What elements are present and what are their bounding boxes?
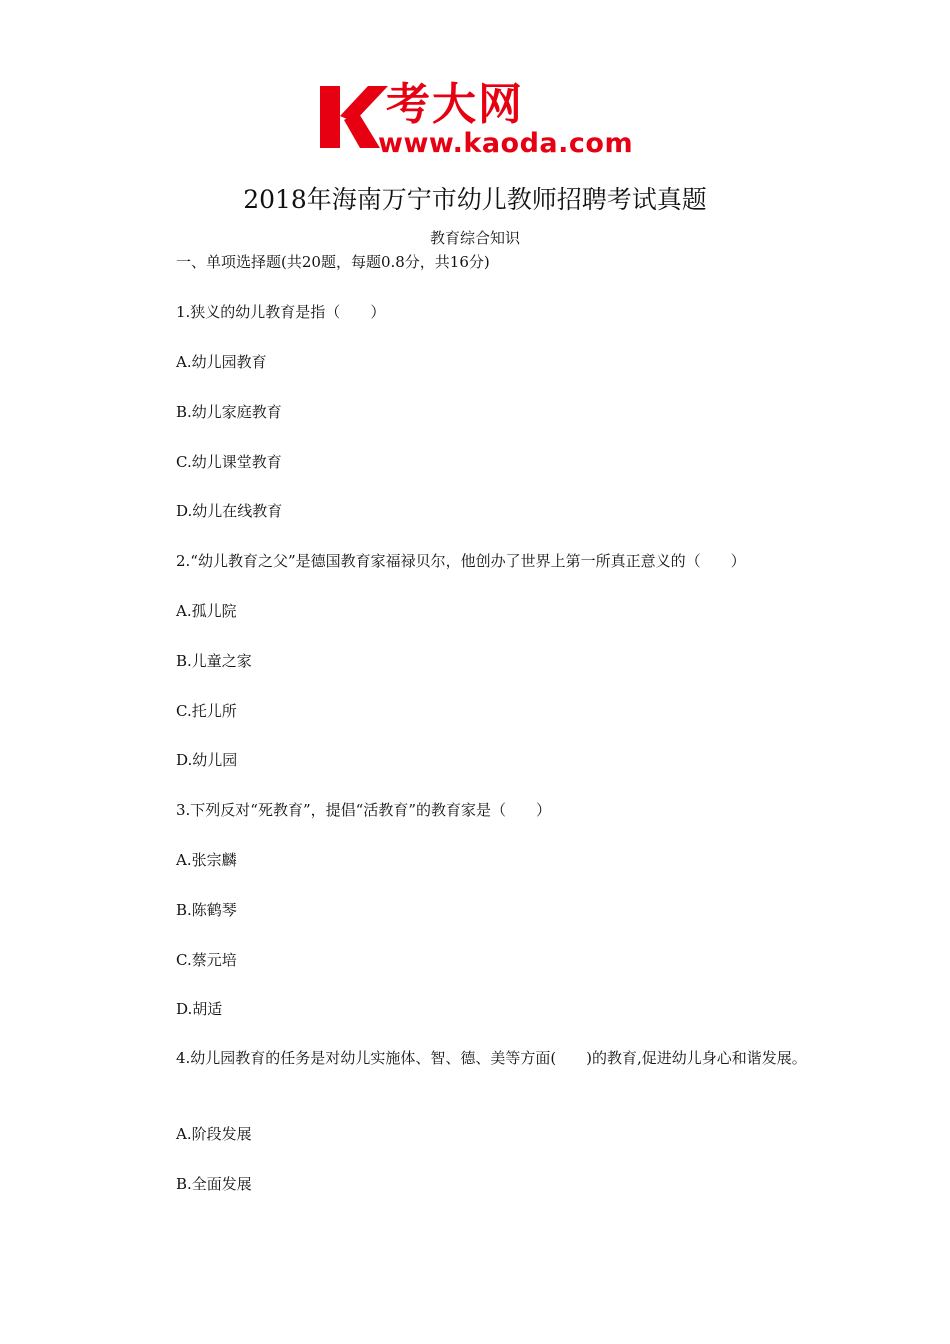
answer-option: D.胡适 <box>176 1000 223 1018</box>
answer-option: B.儿童之家 <box>176 652 252 670</box>
answer-option: D.幼儿园 <box>176 751 238 769</box>
answer-option: C.蔡元培 <box>176 951 237 969</box>
question-stem: 4.幼儿园教育的任务是对幼儿实施体、智、德、美等方面( )的教育,促进幼儿身心和谐发展。 <box>176 1049 807 1067</box>
answer-option: C.幼儿课堂教育 <box>176 453 282 471</box>
answer-option: D.幼儿在线教育 <box>176 502 283 520</box>
answer-option: A.阶段发展 <box>176 1125 252 1143</box>
page-title: 2018年海南万宁市幼儿教师招聘考试真题 <box>243 185 707 214</box>
answer-option: B.幼儿家庭教育 <box>176 403 282 421</box>
question-stem: 2.“幼儿教育之父”是德国教育家福禄贝尔，他创办了世界上第一所真正意义的（ ） <box>176 552 746 570</box>
answer-option: A.孤儿院 <box>176 602 237 620</box>
answer-option: B.陈鹤琴 <box>176 901 237 919</box>
answer-option: A.张宗麟 <box>176 851 237 869</box>
question-stem: 1.狭义的幼儿教育是指（ ） <box>176 303 386 321</box>
logo-chinese-name: 考大网 <box>386 79 524 130</box>
section-heading: 一、单项选择题(共20题，每题0.8分，共16分) <box>176 253 490 271</box>
answer-option: A.幼儿园教育 <box>176 353 267 371</box>
question-stem: 3.下列反对“死教育”，提倡“活教育”的教育家是（ ） <box>176 801 551 819</box>
answer-option: B.全面发展 <box>176 1175 252 1193</box>
page-subtitle: 教育综合知识 <box>429 229 520 247</box>
logo-url: www.kaoda.com <box>378 128 634 159</box>
answer-option: C.托儿所 <box>176 702 237 720</box>
kaoda-logo <box>318 79 638 162</box>
